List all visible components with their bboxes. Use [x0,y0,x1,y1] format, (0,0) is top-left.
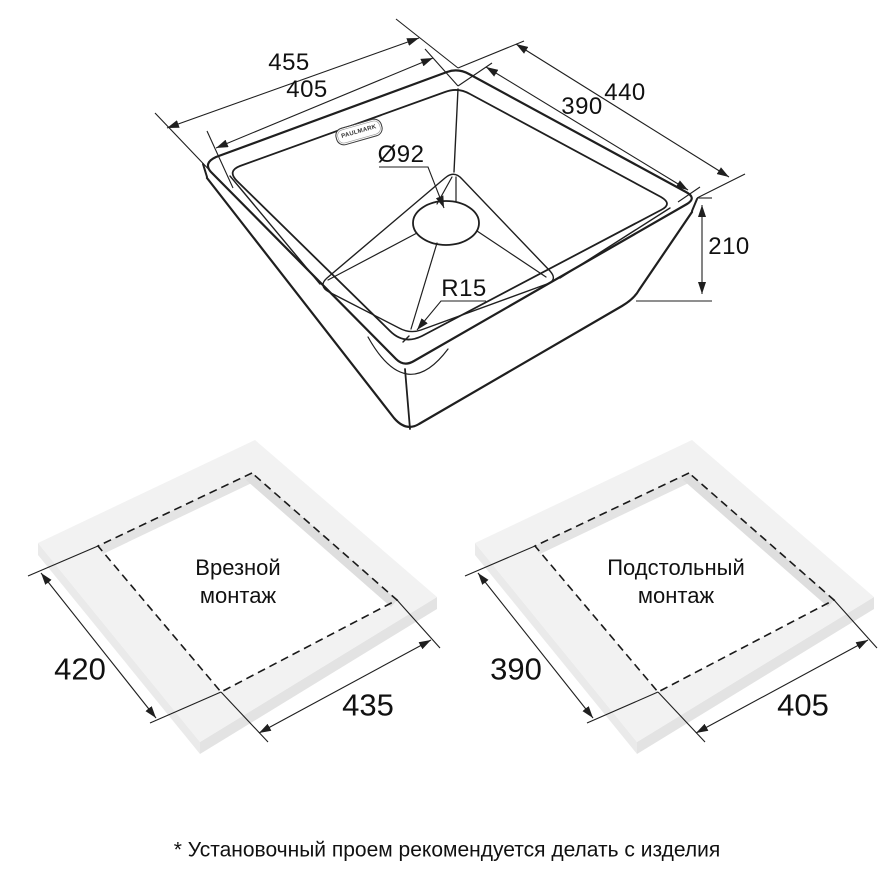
dim-label-435: 435 [342,687,394,723]
dim-label-420: 420 [54,651,106,687]
exterior-near-corner-edge [405,369,410,429]
sink-isometric-drawing [203,70,697,429]
inset-mount-title-line1: Врезной [195,555,281,580]
dim-label-radius: R15 [441,275,487,302]
extension-line [155,113,216,177]
undermount-title-line2: монтаж [637,583,715,608]
drain-hole [413,201,479,245]
rim-thickness-right [692,199,697,211]
bowl-far-corner-edge [454,89,458,172]
dim-label-390-slab: 390 [490,651,542,687]
undermount-title-line1: Подстольный [607,555,745,580]
dim-label-405-slab: 405 [777,687,829,723]
dim-label-210: 210 [708,233,750,260]
dim-label-440: 440 [604,79,646,106]
dim-label-390: 390 [561,93,603,120]
footnote-text: * Установочный проем рекомендуется делать с изделия [173,838,721,862]
bowl-left-corner-edge [230,176,320,284]
dim-label-drain: Ø92 [377,141,425,168]
bowl-floor-outline [323,174,553,331]
extension-line [697,174,745,198]
dim-label-405: 405 [286,76,328,103]
inset-mount-title-line2: монтаж [199,583,277,608]
dim-label-455: 455 [268,49,310,76]
dimension-line-390 [486,67,688,190]
brand-logo-text: PAULMARK [340,124,378,140]
